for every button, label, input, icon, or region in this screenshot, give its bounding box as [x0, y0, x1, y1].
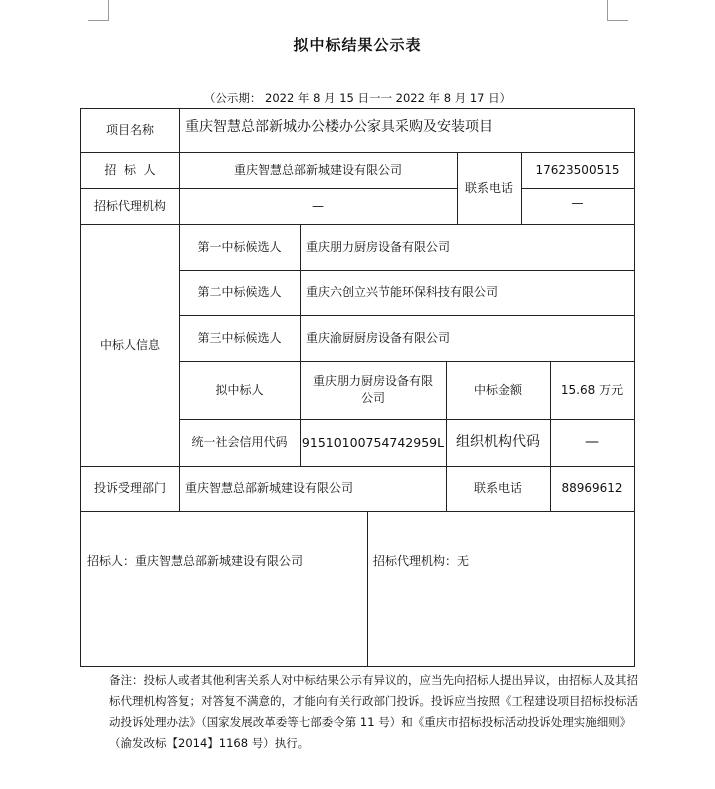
winner-info-label: 中标人信息: [99, 338, 160, 352]
tenderer-name: 重庆智慧总部新城建设有限公司: [233, 162, 402, 177]
agency-label: 招标代理机构: [93, 198, 166, 213]
candidate-2-name: 重庆六创立兴节能环保科技有限公司: [306, 285, 499, 299]
bid-amount: 15.68 万元: [560, 382, 624, 397]
tenderer-label: 招 标 人: [104, 162, 156, 177]
org-code-label: 组织机构代码: [456, 434, 540, 450]
complaint-dept-label: 投诉受理部门: [93, 481, 166, 495]
credit-code-label: 统一社会信用代码: [191, 435, 288, 449]
bid-amount-label: 中标金额: [473, 382, 522, 397]
signature-agency: 招标代理机构：无: [373, 553, 470, 568]
remarks-note: 备注：投标人或者其他利害关系人对中标结果公示有异议的，应当先向招标人提出异议，由招标人及其招标代理机构答复；对答复不满意的，才能向有关行政部门投诉。投诉应当按照《工程建设项目招标投标活动投诉处理办法》（国家发展改革委等七部委令第 11 号）和《重庆市招标投标活动投诉处理实施细则》（渝发改标【2014】1168 号）执行。: [109, 673, 638, 750]
result-table: [80, 108, 635, 667]
document-title: 拟中标结果公示表: [293, 36, 422, 54]
proposed-winner-label: 拟中标人: [215, 382, 264, 397]
complaint-dept: 重庆智慧总部新城建设有限公司: [185, 481, 354, 495]
complaint-phone-label: 联系电话: [473, 481, 522, 495]
agency-name: —: [312, 198, 324, 213]
candidate-2-label: 第二中标候选人: [197, 285, 282, 299]
proposed-winner-name: 重庆朋力厨房设备有限公司: [312, 374, 433, 405]
candidate-3-label: 第三中标候选人: [197, 330, 282, 345]
crop-mark-top-right: [607, 0, 628, 21]
signature-tenderer: 招标人：重庆智慧总部新城建设有限公司: [87, 553, 304, 568]
crop-mark-top-left: [88, 0, 109, 21]
project-name: 重庆智慧总部新城办公楼办公家具采购及安装项目: [185, 118, 493, 135]
candidate-1-label: 第一中标候选人: [197, 239, 282, 254]
project-label: 项目名称: [105, 123, 154, 137]
tenderer-phone: 17623500515: [535, 162, 620, 177]
agency-phone: —: [571, 195, 584, 210]
candidate-1-name: 重庆朋力厨房设备有限公司: [306, 239, 451, 254]
candidate-3-name: 重庆渝厨厨房设备有限公司: [306, 330, 451, 345]
contact-phone-label: 联系电话: [464, 180, 513, 195]
credit-code: 91510100754742959L: [301, 435, 445, 450]
publicity-period: （公示期： 2022 年 8 月 15 日一一 2022 年 8 月 17 日）: [203, 91, 512, 105]
org-code: —: [585, 434, 599, 450]
complaint-phone: 88969612: [561, 481, 623, 495]
